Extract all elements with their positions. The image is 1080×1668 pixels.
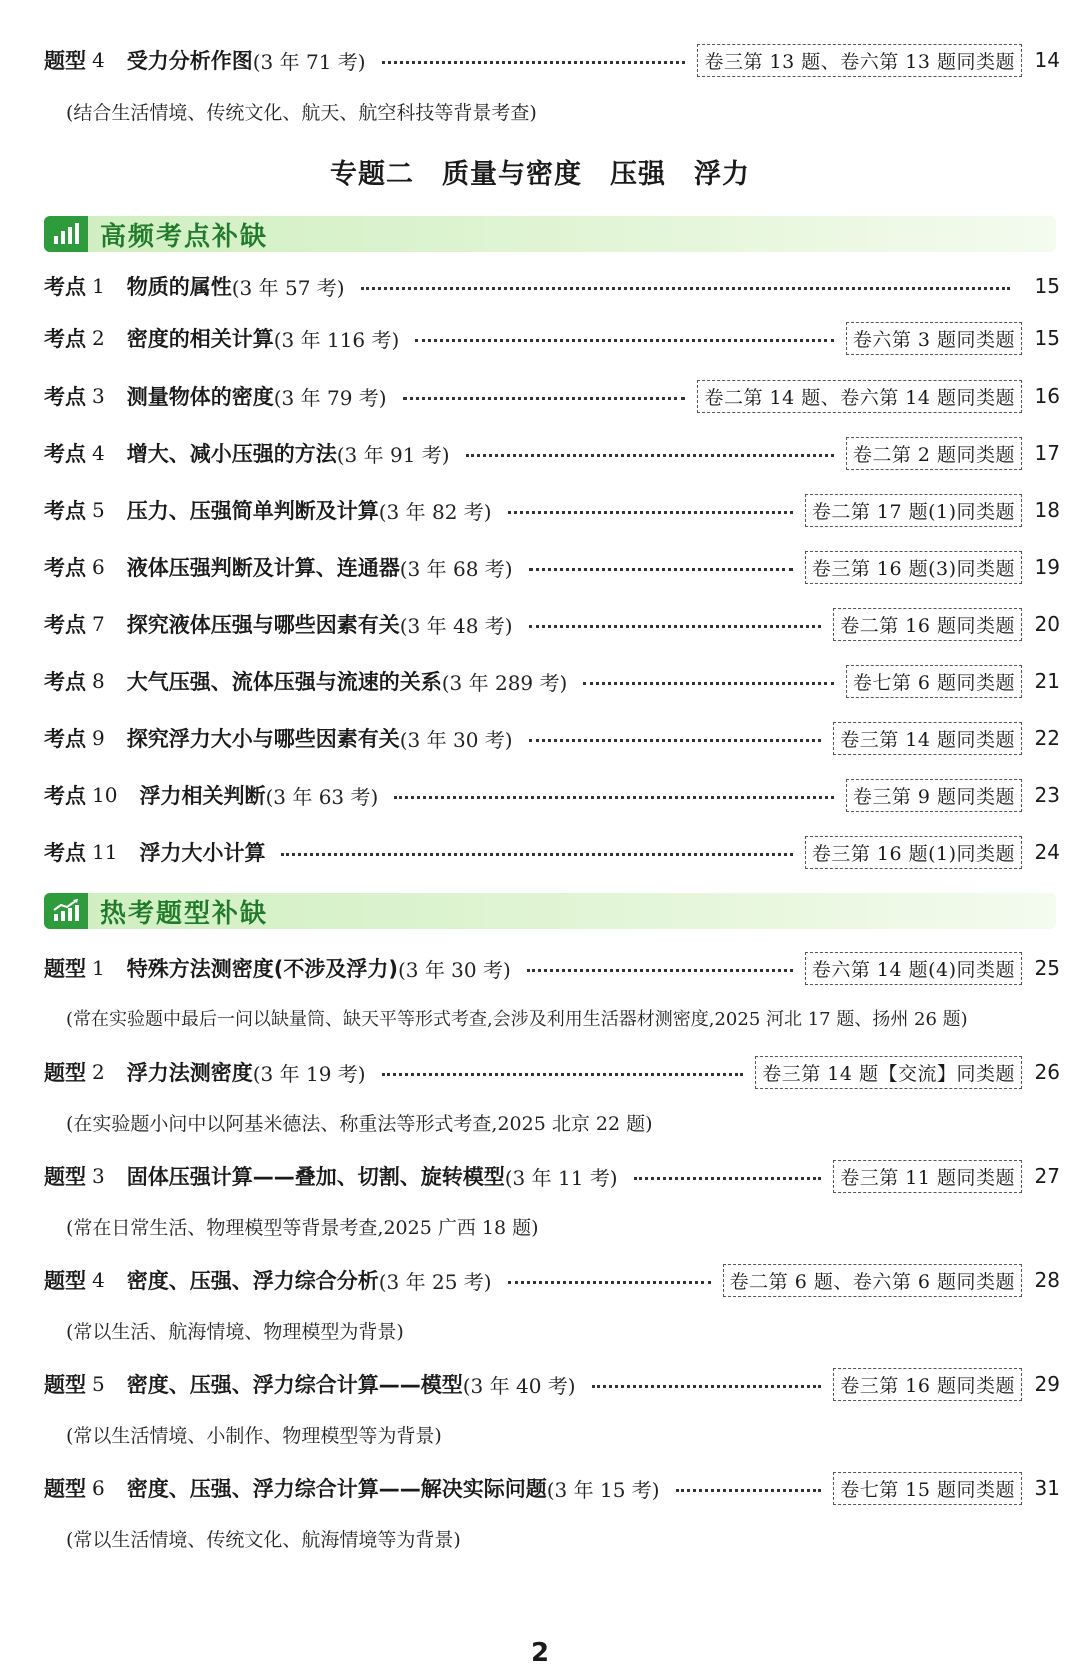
entry-page: 17: [1034, 441, 1060, 465]
entry-count: (3 年 57 考): [231, 275, 345, 300]
leader-dots: [529, 568, 793, 571]
entry-label: 题型: [44, 49, 86, 73]
entry-label: 考点: [44, 327, 86, 351]
entry-page: 31: [1034, 1476, 1060, 1500]
entry-label: 考点: [44, 442, 86, 466]
entry-page: 14: [1034, 48, 1060, 72]
topic-heading: [0, 152, 1080, 191]
entry-label: 考点: [44, 841, 86, 865]
entry-note: (在实验题小问中以阿基米德法、称重法等形式考查,2025 北京 22 题): [66, 1113, 653, 1135]
entry-reference: 卷三第 16 题(1)同类题: [805, 836, 1022, 869]
toc-entry[interactable]: [44, 547, 1060, 587]
entry-title: 物质的属性: [126, 275, 232, 299]
entry-page: 19: [1034, 555, 1060, 579]
leader-dots: [415, 339, 834, 342]
entry-page: 20: [1034, 612, 1060, 636]
toc-entry[interactable]: [44, 775, 1060, 815]
entry-title: 受力分析作图: [126, 49, 253, 73]
entry-title: 密度、压强、浮力综合分析: [126, 1269, 379, 1293]
leader-dots: [527, 969, 793, 972]
entry-count: (3 年 68 考): [399, 556, 513, 581]
entry-number: 1: [92, 274, 105, 298]
toc-entry[interactable]: [44, 661, 1060, 701]
entry-reference: 卷六第 14 题(4)同类题: [805, 952, 1022, 985]
entry-reference: 卷三第 16 题同类题: [833, 1368, 1022, 1401]
leader-dots: [466, 454, 834, 457]
leader-dots: [281, 853, 792, 856]
entry-reference: 卷六第 3 题同类题: [846, 322, 1022, 355]
entry-title: 探究液体压强与哪些因素有关: [126, 613, 400, 637]
toc-entry[interactable]: [44, 1364, 1060, 1404]
entry-note: (结合生活情境、传统文化、航天、航空科技等背景考查): [66, 102, 537, 124]
entry-title: 增大、减小压强的方法: [126, 442, 337, 466]
entry-number: 10: [92, 783, 118, 807]
entry-count: (3 年 71 考): [252, 49, 366, 74]
topic-part: 质量与密度: [442, 159, 582, 190]
entry-title: 密度的相关计算: [126, 327, 274, 351]
topic-part: 压强: [610, 159, 666, 190]
entry-number: 5: [92, 1372, 105, 1396]
entry-title: 探究浮力大小与哪些因素有关: [126, 727, 400, 751]
entry-number: 2: [92, 1060, 105, 1084]
bar-chart-icon: [44, 216, 88, 252]
entry-count: (3 年 289 考): [441, 670, 568, 695]
entry-label: 考点: [44, 784, 86, 808]
entry-label: 考点: [44, 385, 86, 409]
entry-title: 浮力大小计算: [139, 841, 266, 865]
toc-entry[interactable]: [44, 433, 1060, 473]
toc-entry[interactable]: [44, 1052, 1060, 1092]
entry-note: (常以生活、航海情境、物理模型为背景): [66, 1321, 404, 1343]
entry-label: 题型: [44, 1269, 86, 1293]
entry-count: (3 年 19 考): [252, 1061, 366, 1086]
entry-label: 考点: [44, 613, 86, 637]
toc-entry[interactable]: [44, 318, 1060, 358]
entry-label: 考点: [44, 275, 86, 299]
entry-note: (常在实验题中最后一问以缺量筒、缺天平等形式考查,会涉及利用生活器材测密度,2025 河北 17 题、扬州 26 题): [66, 1009, 968, 1030]
section-header-tixing: [44, 893, 1056, 929]
entry-title: 测量物体的密度: [126, 385, 274, 409]
entry-number: 6: [92, 555, 105, 579]
entry-title: 浮力法测密度: [126, 1061, 253, 1085]
entry-number: 2: [92, 326, 105, 350]
entry-number: 3: [92, 1164, 105, 1188]
entry-number: 6: [92, 1476, 105, 1500]
entry-label: 题型: [44, 1373, 86, 1397]
page-number: 2: [530, 1638, 550, 1668]
entry-count: (3 年 30 考): [397, 957, 511, 982]
entry-page: 24: [1034, 840, 1060, 864]
leader-dots: [361, 287, 1010, 290]
entry-count: (3 年 11 考): [504, 1165, 618, 1190]
toc-entry[interactable]: [44, 1260, 1060, 1300]
toc-entry[interactable]: [44, 1468, 1060, 1508]
leader-dots: [634, 1177, 822, 1180]
toc-entry[interactable]: [44, 376, 1060, 416]
entry-page: 15: [1034, 326, 1060, 350]
entry-count: (3 年 63 考): [265, 784, 379, 809]
entry-reference: 卷二第 14 题、卷六第 14 题同类题: [697, 380, 1022, 413]
topic-prefix: 专题二: [330, 159, 414, 190]
entry-title: 密度、压强、浮力综合计算——解决实际问题: [126, 1477, 547, 1501]
entry-title: 液体压强判断及计算、连通器: [126, 556, 400, 580]
leader-dots: [583, 682, 834, 685]
entry-number: 8: [92, 669, 105, 693]
entry-number: 9: [92, 726, 105, 750]
leader-dots: [394, 796, 834, 799]
entry-note: (常在日常生活、物理模型等背景考查,2025 广西 18 题): [66, 1217, 539, 1239]
entry-count: (3 年 91 考): [336, 442, 450, 467]
entry-label: 考点: [44, 556, 86, 580]
entry-page: 18: [1034, 498, 1060, 522]
topic-part: 浮力: [694, 159, 750, 190]
leader-dots: [529, 625, 822, 628]
toc-entry[interactable]: [44, 1156, 1060, 1196]
toc-entry-top[interactable]: [44, 40, 1060, 80]
entry-count: (3 年 48 考): [399, 613, 513, 638]
entry-count: (3 年 15 考): [546, 1477, 660, 1502]
toc-entry[interactable]: [44, 948, 1060, 988]
entry-count: (3 年 30 考): [399, 727, 513, 752]
entry-page: 21: [1034, 669, 1060, 693]
section-header-kaodian: [44, 216, 1056, 252]
leader-dots: [529, 739, 822, 742]
entry-page: 27: [1034, 1164, 1060, 1188]
entry-page: 23: [1034, 783, 1060, 807]
entry-page: 25: [1034, 956, 1060, 980]
toc-entry[interactable]: [44, 718, 1060, 758]
entry-number: 4: [92, 48, 105, 72]
leader-dots: [676, 1489, 822, 1492]
entry-number: 1: [92, 956, 105, 980]
entry-count: (3 年 116 考): [273, 327, 400, 352]
entry-title: 固体压强计算——叠加、切割、旋转模型: [126, 1165, 505, 1189]
entry-label: 考点: [44, 499, 86, 523]
entry-label: 题型: [44, 1165, 86, 1189]
entry-label: 题型: [44, 957, 86, 981]
entry-note: (常以生活情境、传统文化、航海情境等为背景): [66, 1529, 461, 1551]
entry-label: 题型: [44, 1061, 86, 1085]
entry-number: 4: [92, 1268, 105, 1292]
entry-count: (3 年 40 考): [462, 1373, 576, 1398]
entry-reference: 卷二第 17 题(1)同类题: [805, 494, 1022, 527]
trend-chart-icon: [44, 893, 88, 929]
entry-reference: 卷三第 11 题同类题: [833, 1160, 1022, 1193]
entry-number: 3: [92, 384, 105, 408]
entry-label: 考点: [44, 670, 86, 694]
entry-number: 7: [92, 612, 105, 636]
leader-dots: [382, 1073, 744, 1076]
leader-dots: [382, 61, 686, 64]
entry-count: (3 年 25 考): [378, 1269, 492, 1294]
leader-dots: [508, 511, 793, 514]
entry-reference: 卷三第 16 题(3)同类题: [805, 551, 1022, 584]
toc-entry[interactable]: [44, 604, 1060, 644]
section-title: 高频考点补缺: [100, 221, 269, 252]
entry-count: (3 年 79 考): [273, 385, 387, 410]
entry-page: 28: [1034, 1268, 1060, 1292]
entry-reference: 卷二第 16 题同类题: [833, 608, 1022, 641]
entry-page: 22: [1034, 726, 1060, 750]
entry-number: 4: [92, 441, 105, 465]
entry-page: 15: [1034, 274, 1060, 298]
entry-reference: 卷二第 6 题、卷六第 6 题同类题: [723, 1264, 1022, 1297]
entry-number: 5: [92, 498, 105, 522]
entry-reference: 卷三第 14 题同类题: [833, 722, 1022, 755]
toc-entry[interactable]: [44, 832, 1060, 872]
entry-count: (3 年 82 考): [378, 499, 492, 524]
entry-label: 题型: [44, 1477, 86, 1501]
entry-page: 16: [1034, 384, 1060, 408]
entry-reference: 卷七第 15 题同类题: [833, 1472, 1022, 1505]
entry-reference: 卷三第 9 题同类题: [846, 779, 1022, 812]
entry-note: (常以生活情境、小制作、物理模型等为背景): [66, 1425, 442, 1447]
entry-reference: 卷三第 13 题、卷六第 13 题同类题: [697, 44, 1022, 77]
entry-reference: 卷七第 6 题同类题: [846, 665, 1022, 698]
leader-dots: [508, 1281, 711, 1284]
entry-title: 密度、压强、浮力综合计算——模型: [126, 1373, 463, 1397]
entry-page: 26: [1034, 1060, 1060, 1084]
entry-title: 压力、压强简单判断及计算: [126, 499, 379, 523]
entry-reference: 卷二第 2 题同类题: [846, 437, 1022, 470]
toc-entry[interactable]: [44, 490, 1060, 530]
section-title: 热考题型补缺: [100, 898, 269, 929]
entry-number: 11: [92, 840, 118, 864]
entry-reference: 卷三第 14 题【交流】同类题: [755, 1056, 1022, 1089]
entry-page: 29: [1034, 1372, 1060, 1396]
entry-title: 浮力相关判断: [139, 784, 266, 808]
leader-dots: [592, 1385, 822, 1388]
entry-title: 特殊方法测密度(不涉及浮力): [126, 957, 398, 981]
toc-entry[interactable]: [44, 266, 1060, 306]
leader-dots: [403, 397, 686, 400]
entry-label: 考点: [44, 727, 86, 751]
entry-title: 大气压强、流体压强与流速的关系: [126, 670, 442, 694]
